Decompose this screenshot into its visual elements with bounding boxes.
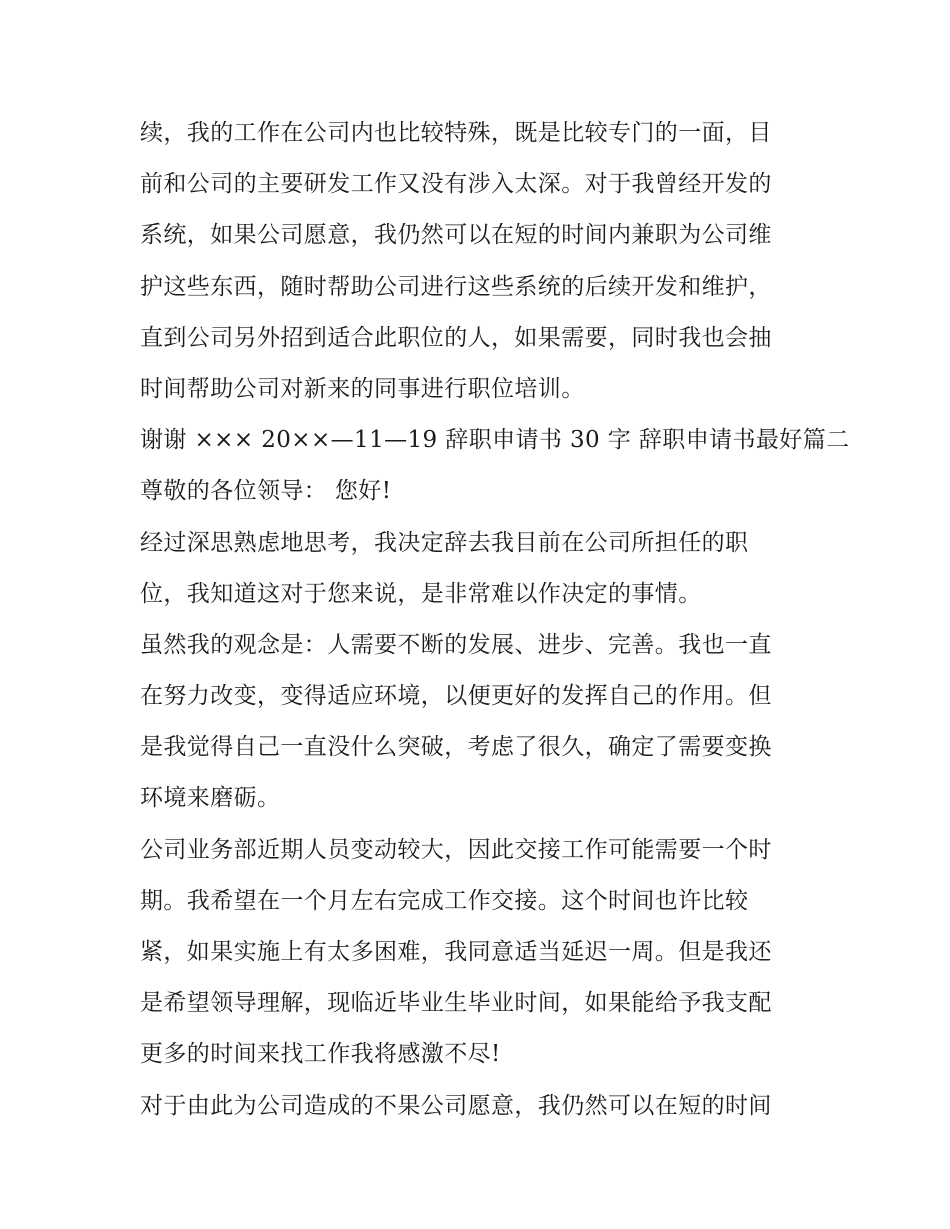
text-line: 更多的时间来找工作我将感激不尽!: [140, 1041, 501, 1068]
document-body: [140, 108, 850, 1132]
text-line: 是我觉得自己一直没什么突破，考虑了很久，确定了需要变换: [140, 734, 772, 761]
text-line: 直到公司另外招到适合此职位的人，如果需要，同时我也会抽: [140, 324, 772, 351]
text-line: 环境来磨砺。: [140, 785, 281, 812]
text-line: 公司业务部近期人员变动较大，因此交接工作可能需要一个时: [140, 836, 772, 863]
text-line: 时间帮助公司对新来的同事进行职位培训。: [140, 375, 585, 402]
text-line: 紧，如果实施上有太多困难，我同意适当延迟一周。但是我还: [140, 939, 772, 965]
text-line: 虽然我的观念是：人需要不断的发展、进步、完善。我也一直: [140, 631, 772, 658]
text-line: 谢谢 ××× 20××—11—19 辞职申请书 30 字 辞职申请书最好篇二: [140, 427, 850, 454]
text-line: 前和公司的主要研发工作又没有涉入太深。对于我曾经开发的: [140, 171, 772, 198]
text-line: 系统，如果公司愿意，我仍然可以在短的时间内兼职为公司维: [140, 222, 772, 249]
text-line: 尊敬的各位领导： 您好!: [140, 478, 392, 505]
text-line: 在努力改变，变得适应环境，以便更好的发挥自己的作用。但: [140, 683, 772, 710]
text-line: 期。我希望在一个月左右完成工作交接。这个时间也许比较: [140, 887, 749, 914]
text-line: 是希望领导理解，现临近毕业生毕业时间，如果能给予我支配: [140, 990, 772, 1017]
text-line: 位，我知道这对于您来说，是非常难以作决定的事情。: [140, 580, 702, 607]
text-line: 对于由此为公司造成的不果公司愿意，我仍然可以在短的时间: [140, 1092, 772, 1119]
text-line: 经过深思熟虑地思考，我决定辞去我目前在公司所担任的职: [140, 529, 749, 556]
text-line: 续，我的工作在公司内也比较特殊，既是比较专门的一面，目: [140, 120, 772, 146]
text-line: 护这些东西，随时帮助公司进行这些系统的后续开发和维护，: [140, 273, 772, 300]
